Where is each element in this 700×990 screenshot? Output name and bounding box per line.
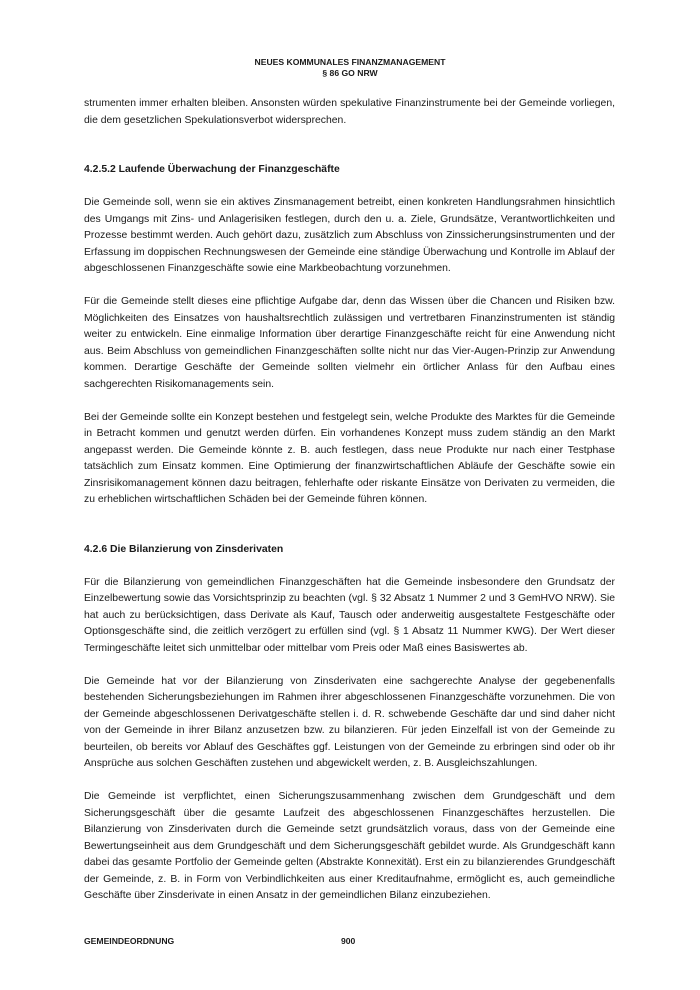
header-title: NEUES KOMMUNALES FINANZMANAGEMENT — [254, 57, 446, 67]
page-number: 900 — [341, 936, 356, 946]
page-content — [84, 96, 615, 905]
footer-section-label: GEMEINDEORDNUNG — [84, 936, 175, 946]
paragraph: Bei der Gemeinde sollte ein Konzept bestehen und festgelegt sein, welche Produkte des Marktes für die Gemeinde in Betracht kommen und genutzt werden dürfen. Ein vorhandenes Konzept muss zudem ständig an den Markt angepasst werden. Die Gemeinde könnte z. B. auch festlegen, dass neue Produkte nur nach einer Testphase tatsächlich zum Einsatz kommen. Eine Optimierung der finanzwirtschaftlichen Abläufe der Geschäfte sowie ein Zinsrisikomanagement können dazu beitragen, fehlerhafte oder riskante Einsätze von Derivaten zu vermeiden, die zu erheblichen wirtschaftlichen Schäden bei der Gemeinde führen können. — [84, 411, 615, 505]
header-subtitle: § 86 GO NRW — [322, 68, 378, 78]
paragraph: Die Gemeinde soll, wenn sie ein aktives Zinsmanagement betreibt, einen konkreten Handlungsrahmen hinsichtlich des Umgangs mit Zins- und Anlagerisiken festlegen, durch den u. a. Ziele, Grundsätze, Verantwortlichkeiten und Prozesse bestimmt werden. Auch gehört dazu, zusätzlich zum Abschluss von Zinssicherungsinstrumenten und der Erfassung im doppischen Rechnungswesen der Gemeinde eine ständige Überwachung und Kontrolle im Ablauf der abgeschlossenen Finanzgeschäfte sowie eine Markbeobachtung vorzunehmen. — [84, 197, 615, 274]
paragraph: Die Gemeinde hat vor der Bilanzierung von Zinsderivaten eine sachgerechte Analyse der gegebenenfalls bestehenden Sicherungsbeziehungen im Rahmen ihrer abgeschlossenen Finanzgeschäfte vorzunehmen. Die von der Gemeinde abgeschlossenen Derivatgeschäfte stellen i. d. R. schwebende Geschäfte dar und sind daher nicht von der Gemeinde in ihrer Bilanz anzusetzen bzw. zu bilanzieren. Für jeden Einzelfall ist von der Gemeinde zu beurteilen, ob bereits vor Ablauf des Geschäftes ggf. Leistungen von der Gemeinde zu erbringen sind oder ob ihr Ansprüche aus solchen Geschäften zustehen und abgewickelt werden, z. B. Ausgleichszahlungen. — [84, 675, 615, 769]
section-heading-4-2-5-2: 4.2.5.2 Laufende Überwachung der Finanzgeschäfte — [84, 164, 340, 175]
paragraph: Für die Gemeinde stellt dieses eine pflichtige Aufgabe dar, denn das Wissen über die Chancen und Risiken bzw. Möglichkeiten des Einsatzes von haushaltsrechtlich zulässigen und vertretbaren Finanzinstrumenten ist ständig weiter zu entwickeln. Eine einmalige Information über derartige Finanzgeschäfte reicht für eine Anwendung nicht aus. Beim Abschluss von gemeindlichen Finanzgeschäften sollte nicht nur das Vier-Augen-Prinzip zur Anwendung kommen. Derartige Geschäfte der Gemeinde sollten vielmehr ein örtlicher Anlass für den Aufbau eines sachgerechten Risikomanagements sein. — [84, 296, 615, 390]
paragraph: Für die Bilanzierung von gemeindlichen Finanzgeschäften hat die Gemeinde insbesondere den Grundsatz der Einzelbewertung sowie das Vorsichtsprinzip zu beachten (vgl. § 32 Absatz 1 Nummer 2 und 3 GemHVO NRW). Sie hat auch zu berücksichtigen, dass Derivate als Kauf, Tausch oder anderweitig ausgestaltete Festgeschäfte oder Optionsgeschäfte sind, die zeitlich verzögert zu erfüllen sind (vgl. § 1 Absatz 11 Nummer KWG). Der Wert dieser Termingeschäfte leitet sich unmittelbar oder mittelbar vom Preis oder Maß eines Basiswertes ab. — [84, 576, 615, 654]
paragraph-continuation: strumenten immer erhalten bleiben. Ansonsten würden spekulative Finanzinstrumente bei der Gemeinde vorliegen, die dem gesetzlichen Spekulationsverbot widersprechen. — [84, 98, 615, 126]
paragraph: Die Gemeinde ist verpflichtet, einen Sicherungszusammenhang zwischen dem Grundgeschäft und dem Sicherungsgeschäft über die gesamte Laufzeit des abgeschlossenen Finanzgeschäftes herzustellen. Die Bilanzierung von Zinsderivaten durch die Gemeinde setzt grundsätzlich voraus, dass von der Gemeinde eine Bewertungseinheit aus dem Grundgeschäft und dem Sicherungsgeschäft gebildet wurde. Als Grundgeschäft kann dabei das gesamte Portfolio der Gemeinde gelten (Abstrakte Konnexität). Erst ein zu bilanzierendes Grundgeschäft der Gemeinde, z. B. in Form von Verbindlichkeiten aus einer Kreditaufnahme, ermöglicht es, auch gemeindliche Geschäfte über Zinsderivate in einen Ansatz in der gemeindlichen Bilanz einzubeziehen. — [84, 791, 615, 901]
section-heading-4-2-6: 4.2.6 Die Bilanzierung von Zinsderivaten — [84, 543, 284, 555]
page-header — [0, 57, 700, 79]
